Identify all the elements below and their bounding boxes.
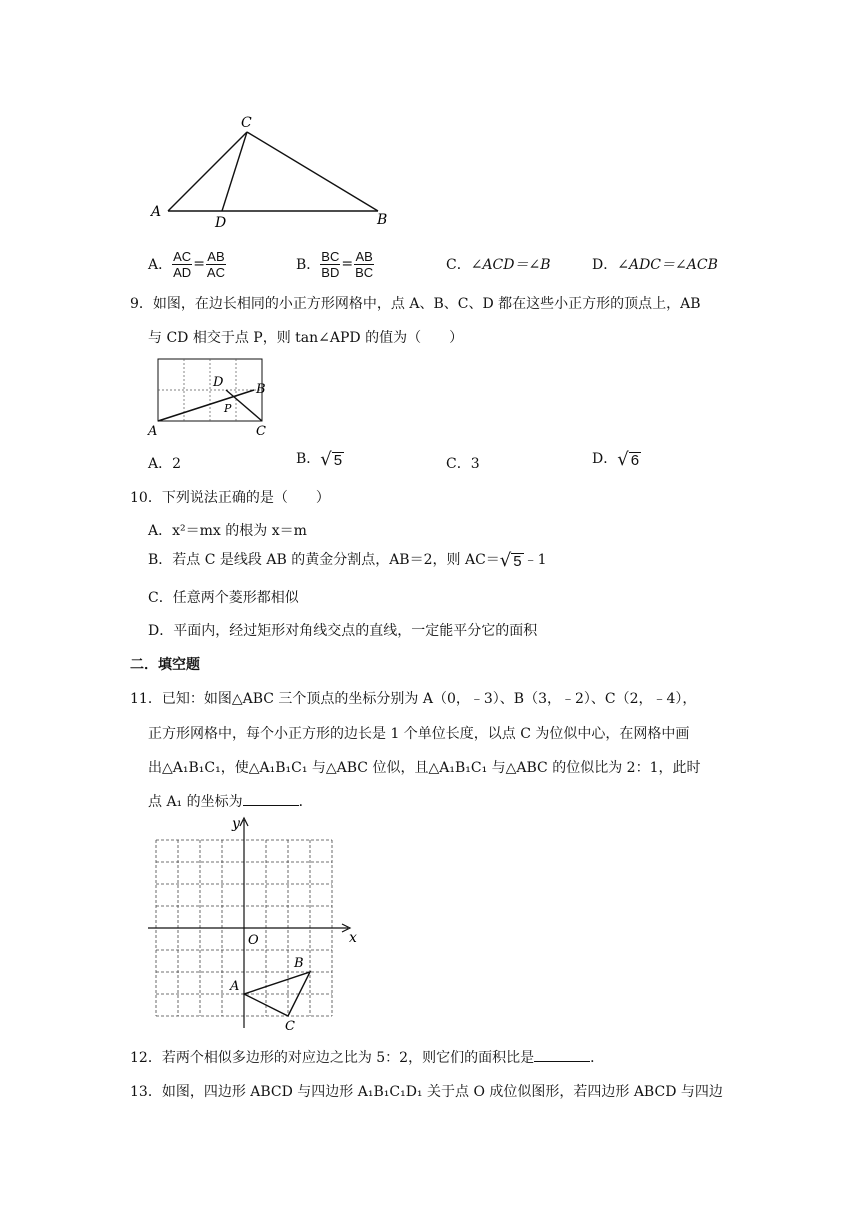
q13-line1: 13．如图，四边形 ABCD 与四边形 A₁B₁C₁D₁ 关于点 O 成位似图形，若四边形 ABCD 与四边 bbox=[130, 1084, 723, 1100]
q11-line4: 点 A₁ 的坐标为 ． bbox=[148, 791, 313, 811]
sqrt: √ 5 bbox=[499, 550, 522, 571]
label-c: C bbox=[256, 424, 266, 439]
label-a: A bbox=[151, 204, 162, 220]
q9-line2: 与 CD 相交于点 P，则 tan∠APD 的值为（ ） bbox=[148, 330, 464, 346]
q8-option-c: C．∠ACD＝∠B bbox=[446, 257, 551, 273]
q11-line3: 出△A₁B₁C₁，使△A₁B₁C₁ 与△ABC 位似，且△A₁B₁C₁ 与△ABC 的位似比为 2：1，此时 bbox=[148, 760, 701, 776]
point-a-label: A bbox=[230, 979, 240, 994]
q8-option-d: D．∠ADC＝∠ACB bbox=[592, 257, 718, 273]
coordinate-grid-figure bbox=[146, 814, 360, 1032]
origin-label: O bbox=[248, 933, 259, 948]
q9-line1: 9．如图，在边长相同的小正方形网格中，点 A、B、C、D 都在这些小正方形的顶点上，AB bbox=[130, 296, 701, 312]
label-d: D bbox=[213, 375, 224, 390]
q9-option-d: D． √ 6 bbox=[592, 449, 640, 470]
fraction: $\frac{AC}{AD}$ bbox=[173, 248, 192, 280]
fraction: $\frac{AB}{BC}$ bbox=[355, 248, 374, 280]
q11-line2: 正方形网格中，每个小正方形的边长是 1 个单位长度，以点 C 为位似中心，在网格中画 bbox=[148, 726, 690, 742]
q8-option-b: B． $\frac{BC}{BD}$ = $\frac{AB}{BC}$ bbox=[296, 248, 374, 280]
answer-blank[interactable] bbox=[243, 791, 299, 806]
q9-option-a: A．2 bbox=[148, 456, 182, 472]
fraction: $\frac{AB}{AC}$ bbox=[206, 248, 225, 280]
q10-stem: 10．下列说法正确的是（ ） bbox=[130, 490, 330, 506]
x-axis-label: x bbox=[349, 930, 357, 946]
label-a: A bbox=[148, 424, 158, 439]
label-b: B bbox=[256, 382, 266, 397]
q12-text: 12．若两个相似多边形的对应边之比为 5：2，则它们的面积比是 ． bbox=[130, 1047, 604, 1067]
section-title: 二．填空题 bbox=[130, 657, 200, 673]
q8-option-a: A． $\frac{AC}{AD}$ = $\frac{AB}{AC}$ bbox=[148, 248, 225, 280]
sqrt: √ 6 bbox=[617, 449, 640, 470]
answer-blank[interactable] bbox=[534, 1047, 590, 1062]
label-b: B bbox=[377, 212, 388, 228]
fraction: $\frac{BC}{BD}$ bbox=[321, 248, 340, 280]
label-d: D bbox=[215, 215, 227, 231]
q11-line1: 11．已知：如图△ABC 三个顶点的坐标分别为 A（0，﹣3）、B（3，﹣2）、C（2，﹣4）， bbox=[130, 691, 697, 707]
q10-option-b: B．若点 C 是线段 AB 的黄金分割点，AB＝2，则 AC＝ √ 5 ﹣1 bbox=[148, 550, 547, 571]
point-c-label: C bbox=[285, 1019, 295, 1032]
triangle-figure bbox=[148, 112, 390, 232]
q10-option-c: C．任意两个菱形都相似 bbox=[148, 590, 299, 606]
q10-option-a: A．x²＝mx 的根为 x＝m bbox=[148, 523, 307, 539]
q9-grid-figure bbox=[146, 353, 270, 441]
y-axis-label: y bbox=[232, 816, 240, 832]
point-b-label: B bbox=[294, 956, 304, 971]
label-p: P bbox=[224, 402, 232, 415]
label-c: C bbox=[241, 115, 252, 131]
sqrt: √ 5 bbox=[320, 449, 343, 470]
q10-option-d: D．平面内，经过矩形对角线交点的直线，一定能平分它的面积 bbox=[148, 623, 538, 639]
q9-option-b: B． √ 5 bbox=[296, 449, 343, 470]
q9-option-c: C．3 bbox=[446, 456, 480, 472]
